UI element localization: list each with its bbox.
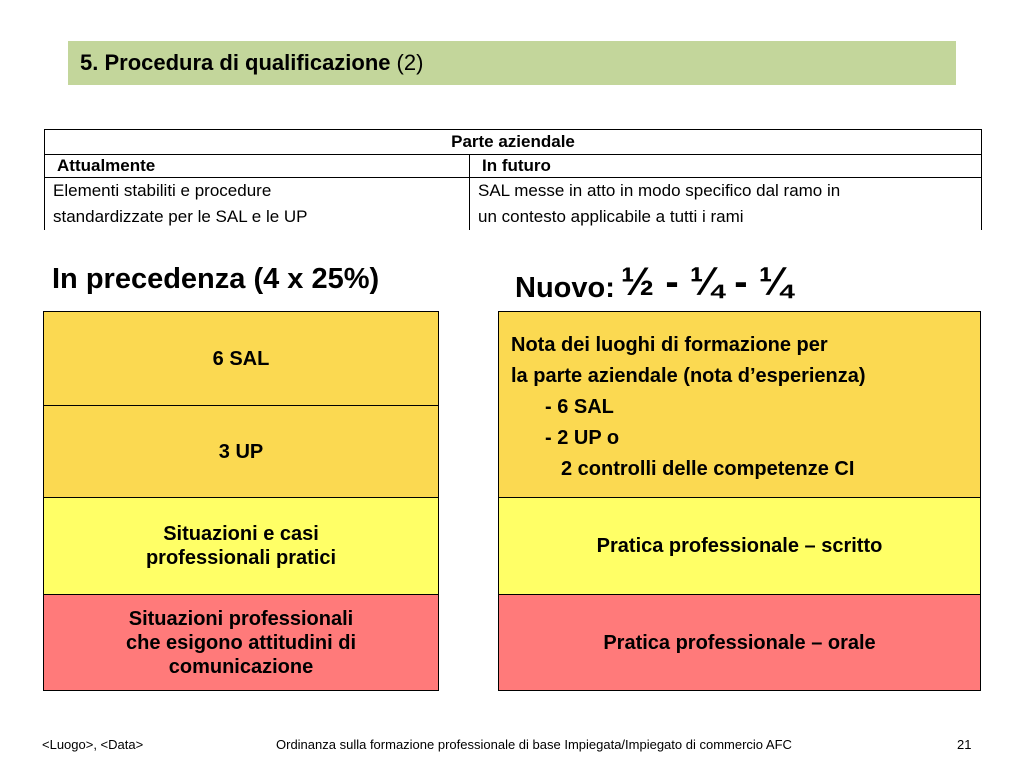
slide-title	[68, 41, 956, 85]
left-cell4-line2: che esigono attitudini di	[126, 631, 356, 654]
footer-ordinance: Ordinanza sulla formazione professionale di base Impiegata/Impiegato di commercio AFC	[276, 737, 792, 752]
cell-attualmente-line1: Elementi stabiliti e procedure	[53, 181, 272, 200]
table-header: Parte aziendale	[45, 130, 982, 155]
left-cell-up: 3 UP	[44, 406, 438, 498]
parte-aziendale-table	[44, 129, 982, 230]
heading-nuovo-prefix: Nuovo:	[515, 272, 615, 304]
right-cell1-line4: - 2 UP o	[545, 427, 620, 449]
right-cell-scritto: Pratica professionale – scritto	[499, 498, 980, 595]
right-cell-orale: Pratica professionale – orale	[499, 595, 980, 690]
slide-title-main: 5. Procedura di qualificazione	[80, 50, 391, 75]
heading-nuovo	[515, 262, 792, 307]
right-cell1-line3: - 6 SAL	[545, 396, 614, 418]
footer-place-date: <Luogo>, <Data>	[42, 737, 144, 752]
left-column	[43, 311, 439, 691]
cell-attualmente	[45, 178, 470, 231]
footer-page-number: 21	[957, 737, 972, 752]
cell-in-futuro-line2: un contesto applicabile a tutti i rami	[478, 207, 744, 226]
cell-attualmente-line2: standardizzate per le SAL e le UP	[53, 207, 308, 226]
cell-in-futuro-line1: SAL messe in atto in modo specifico dal ramo in	[478, 181, 841, 200]
col-header-attualmente: Attualmente	[45, 155, 470, 178]
left-cell-situazioni-professionali	[44, 595, 438, 690]
heading-in-precedenza: In precedenza (4 x 25%)	[52, 263, 380, 295]
left-cell3-line1: Situazioni e casi	[163, 523, 319, 545]
right-cell1-line5: 2 controlli delle competenze CI	[561, 458, 855, 480]
slide-title-suffix: (2)	[396, 50, 424, 75]
heading-nuovo-fractions: ½ - ¼ - ¼	[620, 260, 793, 304]
col-header-in-futuro: In futuro	[470, 155, 982, 178]
right-cell1-line1: Nota dei luoghi di formazione per	[511, 334, 828, 356]
left-cell-situazioni-casi	[44, 498, 438, 595]
left-cell4-line3: comunicazione	[168, 655, 314, 678]
right-cell-nota	[499, 312, 980, 498]
cell-in-futuro	[470, 178, 982, 231]
left-cell4-line1: Situazioni professionali	[128, 607, 354, 630]
right-column	[498, 311, 981, 691]
left-cell-sal: 6 SAL	[44, 312, 438, 406]
left-cell3-line2: professionali pratici	[145, 547, 337, 569]
right-cell1-line2: la parte aziendale (nota d’esperienza)	[511, 365, 866, 387]
